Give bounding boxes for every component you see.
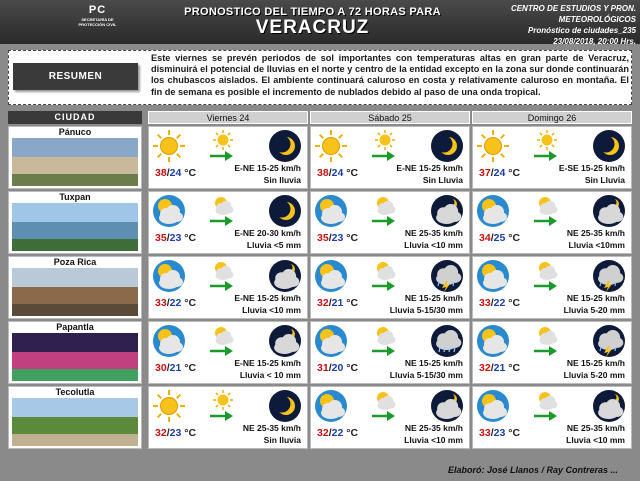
trend-arrow-icon — [209, 411, 233, 421]
city-row — [0, 126, 640, 189]
temp-max: 32 — [317, 427, 329, 439]
forecast-cell — [472, 386, 632, 449]
temp-unit: °C — [346, 362, 359, 374]
temperature: 34/25 °C — [479, 232, 521, 244]
temperature: 32/23 °C — [155, 427, 197, 439]
wind: E-NE 15-25 km/h — [396, 163, 463, 173]
header-bar — [0, 0, 640, 44]
sun-icon — [152, 129, 186, 168]
wind: NE 15-25 km/h — [404, 293, 463, 303]
temp-unit: °C — [508, 362, 521, 374]
temp-min: 22 — [331, 427, 344, 439]
temp-unit: °C — [184, 362, 197, 374]
city-photo — [12, 398, 138, 446]
temperature: 38/24 °C — [155, 167, 197, 179]
partly-cloudy-icon — [476, 324, 510, 363]
partly-cloudy-icon — [476, 194, 510, 233]
temperature: 35/23 °C — [155, 232, 197, 244]
temp-min: 23 — [331, 232, 344, 244]
temp-unit: °C — [508, 167, 521, 179]
forecast-cell — [148, 321, 308, 384]
center-info — [448, 3, 636, 47]
rain: Lluvia < 10 mm — [239, 370, 301, 380]
temp-min: 23 — [169, 232, 182, 244]
logo-text: PC — [88, 4, 107, 16]
temp-min: 23 — [493, 427, 506, 439]
wind: E-NE 15-25 km/h — [234, 358, 301, 368]
rain: Lluvia <10 mm — [404, 240, 463, 250]
city-photo — [12, 203, 138, 251]
rain: Lluvia 5-15/30 mm — [389, 305, 463, 315]
temp-max: 33 — [155, 297, 167, 309]
city-name: Poza Rica — [53, 257, 97, 267]
trend-arrow-icon — [533, 411, 557, 421]
wind: NE 25-35 km/h — [566, 423, 625, 433]
wind: NE 25-35 km/h — [404, 423, 463, 433]
temp-unit: °C — [184, 427, 197, 439]
temp-max: 38 — [155, 167, 167, 179]
trend-arrow-icon — [371, 346, 395, 356]
temp-max: 38 — [317, 167, 329, 179]
forecast-cell — [148, 191, 308, 254]
trend-arrow-icon — [209, 346, 233, 356]
city-photo — [12, 333, 138, 381]
rain: Lluvia <10mm — [568, 240, 625, 250]
summary-text: Este viernes se prevén periodos de sol importantes con temperaturas altas en gran parte de Veracruz, disminuirá el potencial de lluvias en el norte y centro de la entidad excepto en la zona sur donde continuarán los chubascos aislados. El ambiente continuará caluroso en costa y relativamente caluroso en montaña. El fin de semana es posible el incremento de nublados debido al paso de una onda tropical. — [151, 53, 629, 97]
temp-min: 23 — [169, 427, 182, 439]
trend-arrow-icon — [371, 281, 395, 291]
temperature: 33/22 °C — [155, 297, 197, 309]
forecast-cell — [310, 256, 470, 319]
city-row — [0, 386, 640, 449]
partly-cloudy-icon — [152, 194, 186, 233]
rain: Lluvia <10 mm — [242, 305, 301, 315]
temp-unit: °C — [346, 297, 359, 309]
partly-cloudy-icon — [152, 259, 186, 298]
partly-cloudy-icon — [314, 389, 348, 428]
rain: Lluvia 5-15/30 mm — [389, 370, 463, 380]
temp-max: 35 — [317, 232, 329, 244]
temp-unit: °C — [184, 297, 197, 309]
trend-arrow-icon — [209, 151, 233, 161]
temp-min: 21 — [331, 297, 344, 309]
city-row — [0, 321, 640, 384]
day-header-1: Viernes 24 — [148, 111, 308, 124]
temp-unit: °C — [346, 232, 359, 244]
city-cell — [8, 321, 142, 384]
trend-arrow-icon — [371, 411, 395, 421]
wind: NE 25-35 km/h — [566, 228, 625, 238]
rain: Lluvia <5 mm — [246, 240, 301, 250]
temp-unit: °C — [508, 297, 521, 309]
temp-min: 24 — [169, 167, 182, 179]
wind: E-NE 15-25 km/h — [234, 163, 301, 173]
city-name: Tecolutla — [55, 387, 95, 397]
temp-max: 32 — [479, 362, 491, 374]
temperature: 33/23 °C — [479, 427, 521, 439]
sun-icon — [314, 129, 348, 168]
temperature: 32/21 °C — [479, 362, 521, 374]
temp-min: 22 — [493, 297, 506, 309]
trend-arrow-icon — [533, 281, 557, 291]
temperature: 35/23 °C — [317, 232, 359, 244]
wind: NE 25-35 km/h — [404, 228, 463, 238]
forecast-cell — [472, 321, 632, 384]
forecast-cell — [310, 321, 470, 384]
temperature: 33/22 °C — [479, 297, 521, 309]
wind: NE 15-25 km/h — [566, 358, 625, 368]
city-row — [0, 191, 640, 254]
rain: Lluvia <10 mm — [566, 435, 625, 445]
forecast-id: Pronóstico de ciudades_235 — [527, 26, 636, 35]
sun-icon — [476, 129, 510, 168]
city-row — [0, 256, 640, 319]
forecast-cell — [148, 126, 308, 189]
city-name: Tuxpan — [59, 192, 91, 202]
rain: Sin lluvia — [263, 435, 301, 445]
rain: Lluvia 5-20 mm — [563, 305, 625, 315]
city-cell — [8, 256, 142, 319]
forecast-cell — [310, 386, 470, 449]
temp-min: 22 — [169, 297, 182, 309]
temp-max: 33 — [479, 297, 491, 309]
credits: Elaboró: José Llanos / Ray Contreras ... — [447, 465, 618, 475]
center-name: CENTRO DE ESTUDIOS Y PRON. METEOROLÓGICOS — [510, 4, 636, 24]
temp-min: 21 — [493, 362, 506, 374]
forecast-cell — [472, 126, 632, 189]
trend-arrow-icon — [533, 216, 557, 226]
city-cell — [8, 191, 142, 254]
wind: E-NE 20-30 km/h — [234, 228, 301, 238]
city-photo — [12, 268, 138, 316]
day-header-2: Sábado 25 — [310, 111, 470, 124]
summary-box — [8, 50, 632, 105]
forecast-cell — [472, 256, 632, 319]
temp-max: 33 — [479, 427, 491, 439]
title-line1: PRONOSTICO DEL TIEMPO A 72 HORAS PARA — [184, 6, 441, 18]
forecast-cell — [148, 256, 308, 319]
temp-min: 25 — [493, 232, 506, 244]
temperature: 30/21 °C — [155, 362, 197, 374]
forecast-cell — [148, 386, 308, 449]
forecast-cell — [310, 126, 470, 189]
temperature: 32/21 °C — [317, 297, 359, 309]
partly-cloudy-icon — [476, 389, 510, 428]
temp-max: 35 — [155, 232, 167, 244]
summary-label: RESUMEN — [13, 63, 138, 90]
logo — [70, 4, 125, 38]
wind: E-NE 15-25 km/h — [234, 293, 301, 303]
temp-unit: °C — [346, 167, 359, 179]
temp-min: 21 — [169, 362, 182, 374]
trend-arrow-icon — [209, 216, 233, 226]
temp-min: 20 — [331, 362, 344, 374]
temp-unit: °C — [346, 427, 359, 439]
city-cell — [8, 386, 142, 449]
temperature: 37/24 °C — [479, 167, 521, 179]
page-title — [180, 6, 445, 38]
city-column-header: CIUDAD — [8, 111, 142, 124]
temp-max: 32 — [317, 297, 329, 309]
city-name: Pánuco — [58, 127, 92, 137]
partly-cloudy-icon — [476, 259, 510, 298]
temperature: 31/20 °C — [317, 362, 359, 374]
trend-arrow-icon — [371, 216, 395, 226]
wind: E-SE 15-25 km/h — [558, 163, 625, 173]
forecast-date: 23/08/2018, 20:00 Hrs. — [553, 37, 636, 46]
temp-unit: °C — [184, 232, 197, 244]
rain: Sin lluvia — [263, 175, 301, 185]
temp-max: 30 — [155, 362, 167, 374]
temperature: 32/22 °C — [317, 427, 359, 439]
partly-cloudy-icon — [314, 259, 348, 298]
wind: NE 15-25 km/h — [566, 293, 625, 303]
partly-cloudy-icon — [314, 194, 348, 233]
wind: NE 15-25 km/h — [404, 358, 463, 368]
temp-max: 37 — [479, 167, 491, 179]
temp-unit: °C — [508, 427, 521, 439]
temp-unit: °C — [184, 167, 197, 179]
title-line2: VERACRUZ — [255, 17, 370, 38]
city-name: Papantla — [56, 322, 94, 332]
city-photo — [12, 138, 138, 186]
wind: NE 25-35 km/h — [242, 423, 301, 433]
temp-max: 34 — [479, 232, 491, 244]
city-cell — [8, 126, 142, 189]
trend-arrow-icon — [533, 151, 557, 161]
day-header-3: Domingo 26 — [472, 111, 632, 124]
sun-icon — [152, 389, 186, 428]
forecast-cell — [472, 191, 632, 254]
temp-min: 24 — [331, 167, 344, 179]
temp-max: 31 — [317, 362, 329, 374]
rain: Sin Lluvia — [422, 175, 463, 185]
logo-subtitle: SECRETARÍA DE PROTECCIÓN CIVIL — [78, 17, 117, 27]
partly-cloudy-icon — [152, 324, 186, 363]
trend-arrow-icon — [371, 151, 395, 161]
temp-max: 32 — [155, 427, 167, 439]
temperature: 38/24 °C — [317, 167, 359, 179]
temp-min: 24 — [493, 167, 506, 179]
trend-arrow-icon — [209, 281, 233, 291]
rain: Sin Lluvia — [584, 175, 625, 185]
forecast-cell — [310, 191, 470, 254]
temp-unit: °C — [508, 232, 521, 244]
rain: Lluvia 5-20 mm — [563, 370, 625, 380]
rain: Lluvia <10 mm — [404, 435, 463, 445]
trend-arrow-icon — [533, 346, 557, 356]
partly-cloudy-icon — [314, 324, 348, 363]
